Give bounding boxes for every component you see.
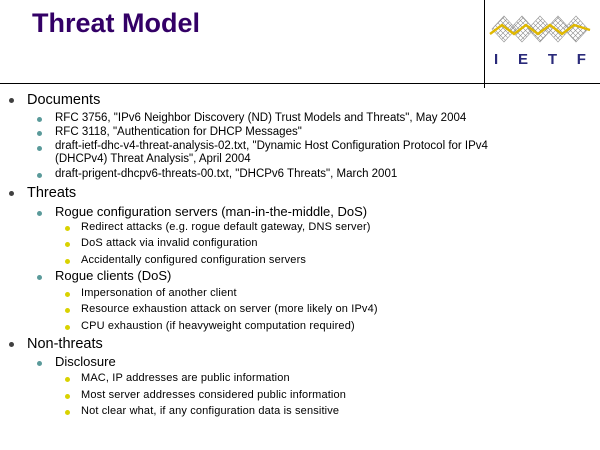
threat-subitem: Redirect attacks (e.g. rogue default gateway, DNS server) [81,221,371,233]
section-heading-documents: Documents [27,92,101,108]
bullet-level3-icon [65,292,70,297]
bullet-level2-icon [37,173,42,178]
threat-item: Rogue clients (DoS) [55,268,172,283]
bullet-level2-icon [37,211,42,216]
non-threat-subitem: Most server addresses considered public information [81,389,347,401]
document-item: draft-ietf-dhc-v4-threat-analysis-02.txt, "Dynamic Host Configuration Protocol for IPv4 (DHCPv4) Threat Analysis", April 2004 [55,140,488,165]
threat-subitem: DoS attack via invalid configuration [81,237,258,249]
logo-letter-e: E [517,51,528,68]
bullet-level3-icon [65,259,70,264]
bullet-level3-icon [65,325,70,330]
non-threat-item: Disclosure [55,354,116,369]
bullet-level2-icon [37,117,42,122]
bullet-level1-icon [9,98,14,103]
section-heading-threats: Threats [27,185,77,201]
logo-letter-i: I [494,51,499,68]
bullet-level3-icon [65,226,70,231]
document-item: draft-prigent-dhcpv6-threats-00.txt, "DHCPv6 Threats", March 2001 [55,168,398,180]
bullet-level2-icon [37,361,42,366]
bullet-level3-icon [65,410,70,415]
non-threat-subitem: Not clear what, if any configuration data is sensitive [81,405,340,417]
non-threat-subitem: MAC, IP addresses are public information [81,372,290,384]
threat-subitem: Impersonation of another client [81,287,237,299]
document-item: RFC 3118, "Authentication for DHCP Messages" [55,126,302,138]
threat-item: Rogue configuration servers (man-in-the-middle, DoS) [55,204,368,219]
bullet-level3-icon [65,242,70,247]
threat-subitem: Resource exhaustion attack on server (more likely on IPv4) [81,303,378,315]
bullet-level3-icon [65,308,70,313]
bullet-level3-icon [65,394,70,399]
logo-letter-f: F [576,51,586,68]
section-heading-non-threats: Non-threats [27,336,103,352]
bullet-level2-icon [37,131,42,136]
bullet-level1-icon [9,342,14,347]
slide-title: Threat Model [32,8,201,38]
logo-letter-t: T [547,51,557,68]
bullet-level3-icon [65,377,70,382]
threat-subitem: CPU exhaustion (if heavyweight computation required) [81,320,355,332]
bullet-level1-icon [9,191,14,196]
document-item: RFC 3756, "IPv6 Neighbor Discovery (ND) Trust Models and Threats", May 2004 [55,112,467,124]
threat-subitem: Accidentally configured configuration servers [81,254,307,266]
bullet-level2-icon [37,146,42,151]
bullet-level2-icon [37,275,42,280]
